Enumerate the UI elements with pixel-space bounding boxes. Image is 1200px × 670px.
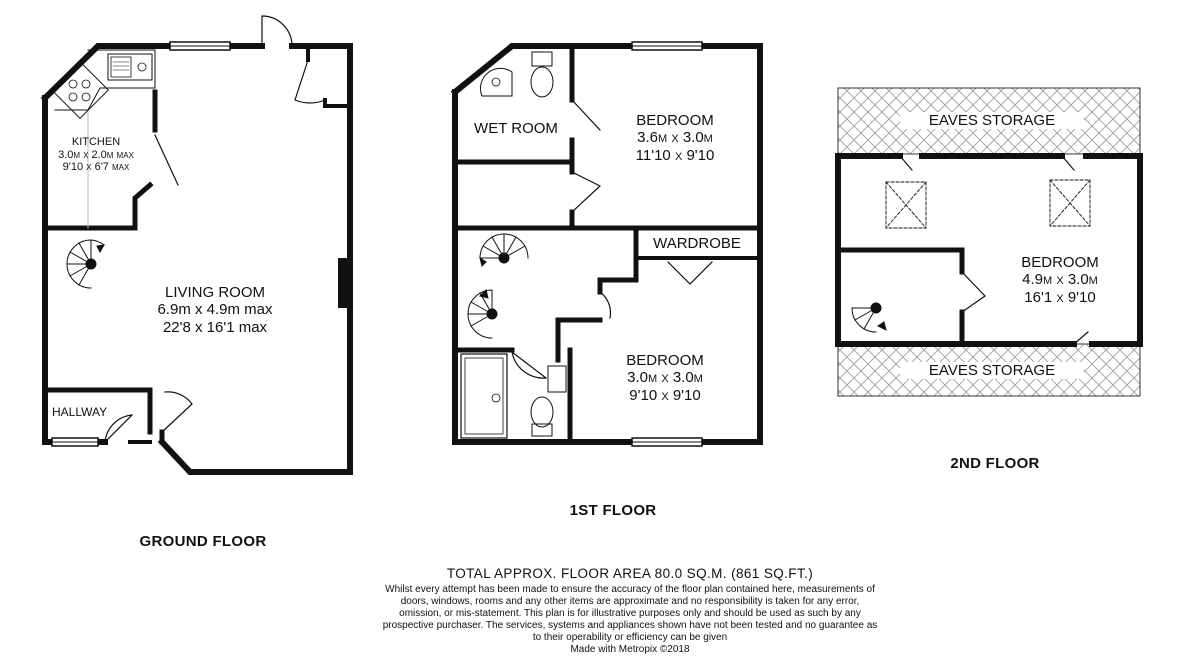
bedroom-front-imperial: 11'10 x 9'10	[635, 146, 715, 164]
bedroom-front-label	[610, 112, 740, 164]
bedroom-2nd-name: BEDROOM	[1021, 254, 1099, 271]
kitchen-imperial: 9'10 x 6'7 max	[62, 161, 130, 174]
second-floor-title: 2ND FLOOR	[950, 455, 1040, 472]
eaves-bottom-label: EAVES STORAGE	[900, 362, 1084, 379]
living-room-metric: 6.9m x 4.9m max	[157, 301, 273, 319]
ground-floor-plan	[45, 16, 350, 472]
kitchen-metric: 3.0m x 2.0m max	[58, 148, 134, 161]
spiral-stair	[67, 240, 104, 288]
spiral-stair	[468, 290, 497, 338]
spiral-stair	[852, 303, 886, 332]
bedroom-front-name: BEDROOM	[636, 112, 714, 129]
bedroom-2nd-imperial: 16'1 x 9'10	[1024, 288, 1096, 306]
eaves-top-label: EAVES STORAGE	[900, 112, 1084, 129]
ground-floor-title: GROUND FLOOR	[139, 533, 267, 550]
wardrobe-label: WARDROBE	[653, 235, 741, 252]
credit-text: Made with Metropix ©2018	[570, 644, 690, 655]
bedroom-rear-imperial: 9'10 x 9'10	[629, 386, 701, 404]
living-room-label	[130, 284, 300, 336]
kitchen-label	[48, 136, 144, 174]
bedroom-2nd-metric: 4.9m x 3.0m	[1022, 271, 1098, 289]
skylight	[886, 182, 926, 228]
bedroom-2nd-label	[1000, 254, 1120, 306]
living-room-name: LIVING ROOM	[164, 284, 265, 301]
living-room-imperial: 22'8 x 16'1 max	[162, 318, 268, 336]
skylight	[1050, 180, 1090, 226]
kitchen-name: KITCHEN	[71, 136, 121, 148]
disclaimer-text: Whilst every attempt has been made to ensure the accuracy of the floor plan contained here, measurements of doors, windows, rooms and any other items are approximate and no responsibility is taken for any error, omission, or mis-statement. This plan is for illustrative purposes only and should be used as such by any prospective purchaser. The services, systems and appliances shown have not been tested and no guarantee as to their operability or efficiency can be given	[382, 584, 878, 643]
first-floor-title: 1ST FLOOR	[569, 502, 657, 519]
bedroom-rear-label	[600, 352, 730, 404]
second-floor-plan	[838, 88, 1140, 396]
total-floor-area: TOTAL APPROX. FLOOR AREA 80.0 SQ.M. (861 SQ.FT.)	[446, 566, 814, 581]
wet-room-label: WET ROOM	[474, 120, 558, 137]
spiral-stair	[480, 234, 528, 266]
bedroom-front-metric: 3.6m x 3.0m	[637, 129, 713, 147]
footer	[380, 566, 880, 655]
bedroom-rear-metric: 3.0m x 3.0m	[627, 369, 703, 387]
hallway-label: HALLWAY	[52, 405, 108, 419]
bedroom-rear-name: BEDROOM	[626, 352, 704, 369]
